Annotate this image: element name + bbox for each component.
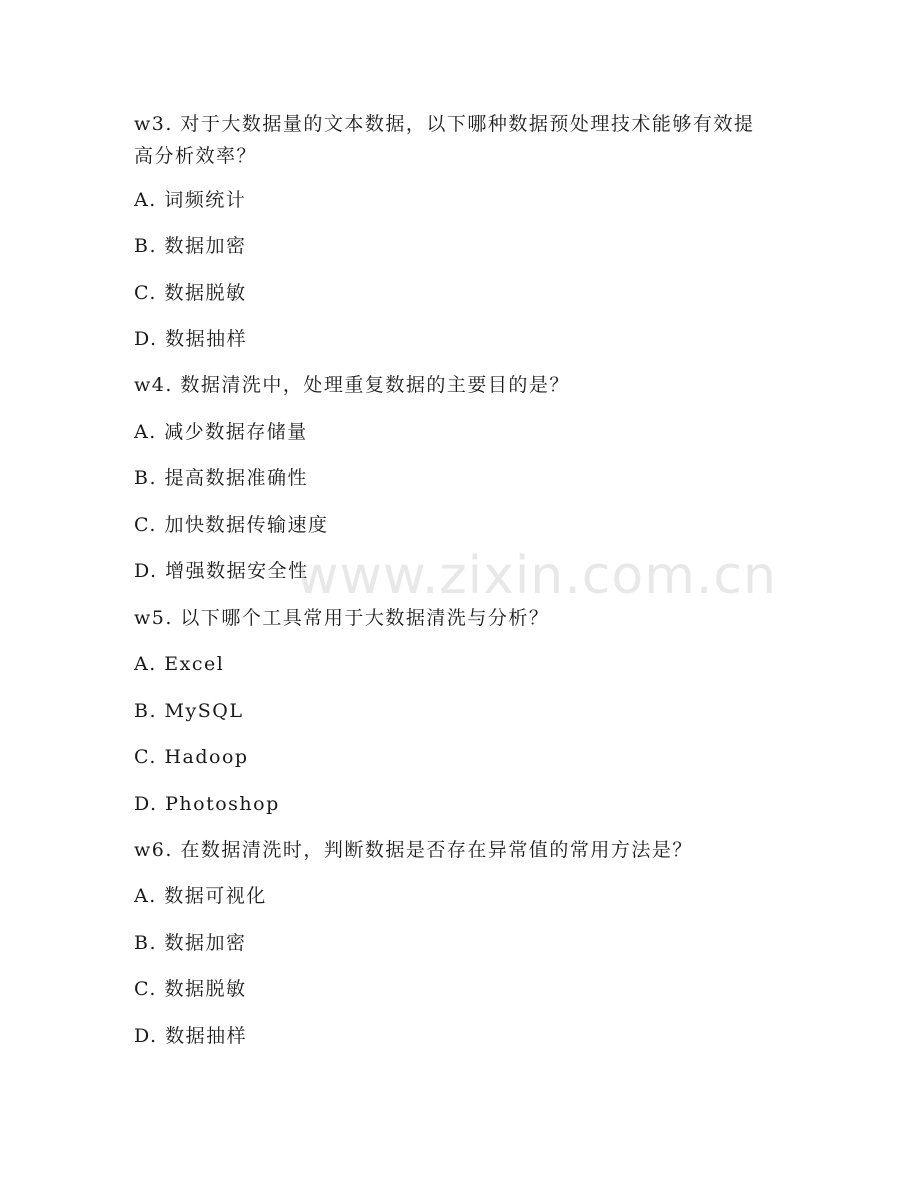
option-c: C. 数据脱敏 xyxy=(134,978,247,1000)
option-d: D. 增强数据安全性 xyxy=(134,560,309,582)
question-text: w6. 在数据清洗时，判断数据是否存在异常值的常用方法是？ xyxy=(134,839,693,861)
option-b: B. MySQL xyxy=(134,700,244,722)
question-text: w3. 对于大数据量的文本数据，以下哪种数据预处理技术能够有效提高分析效率？ xyxy=(134,113,755,167)
option-a: A. Excel xyxy=(134,653,225,675)
option-a: A. 词频统计 xyxy=(134,189,247,211)
option-d: D. Photoshop xyxy=(134,793,280,815)
option-b: B. 提高数据准确性 xyxy=(134,467,309,489)
option-a: A. 减少数据存储量 xyxy=(134,421,308,443)
question-text: w4. 数据清洗中，处理重复数据的主要目的是？ xyxy=(134,374,570,396)
option-c: C. 数据脱敏 xyxy=(134,282,247,304)
option-c: C. 加快数据传输速度 xyxy=(134,514,329,536)
option-b: B. 数据加密 xyxy=(134,932,247,954)
option-d: D. 数据抽样 xyxy=(134,328,248,350)
option-b: B. 数据加密 xyxy=(134,235,247,257)
watermark: www.zixin.com.cn xyxy=(296,546,777,606)
question-text: w5. 以下哪个工具常用于大数据清洗与分析？ xyxy=(134,607,550,629)
option-d: D. 数据抽样 xyxy=(134,1025,248,1047)
option-a: A. 数据可视化 xyxy=(134,885,267,907)
option-c: C. Hadoop xyxy=(134,746,249,768)
